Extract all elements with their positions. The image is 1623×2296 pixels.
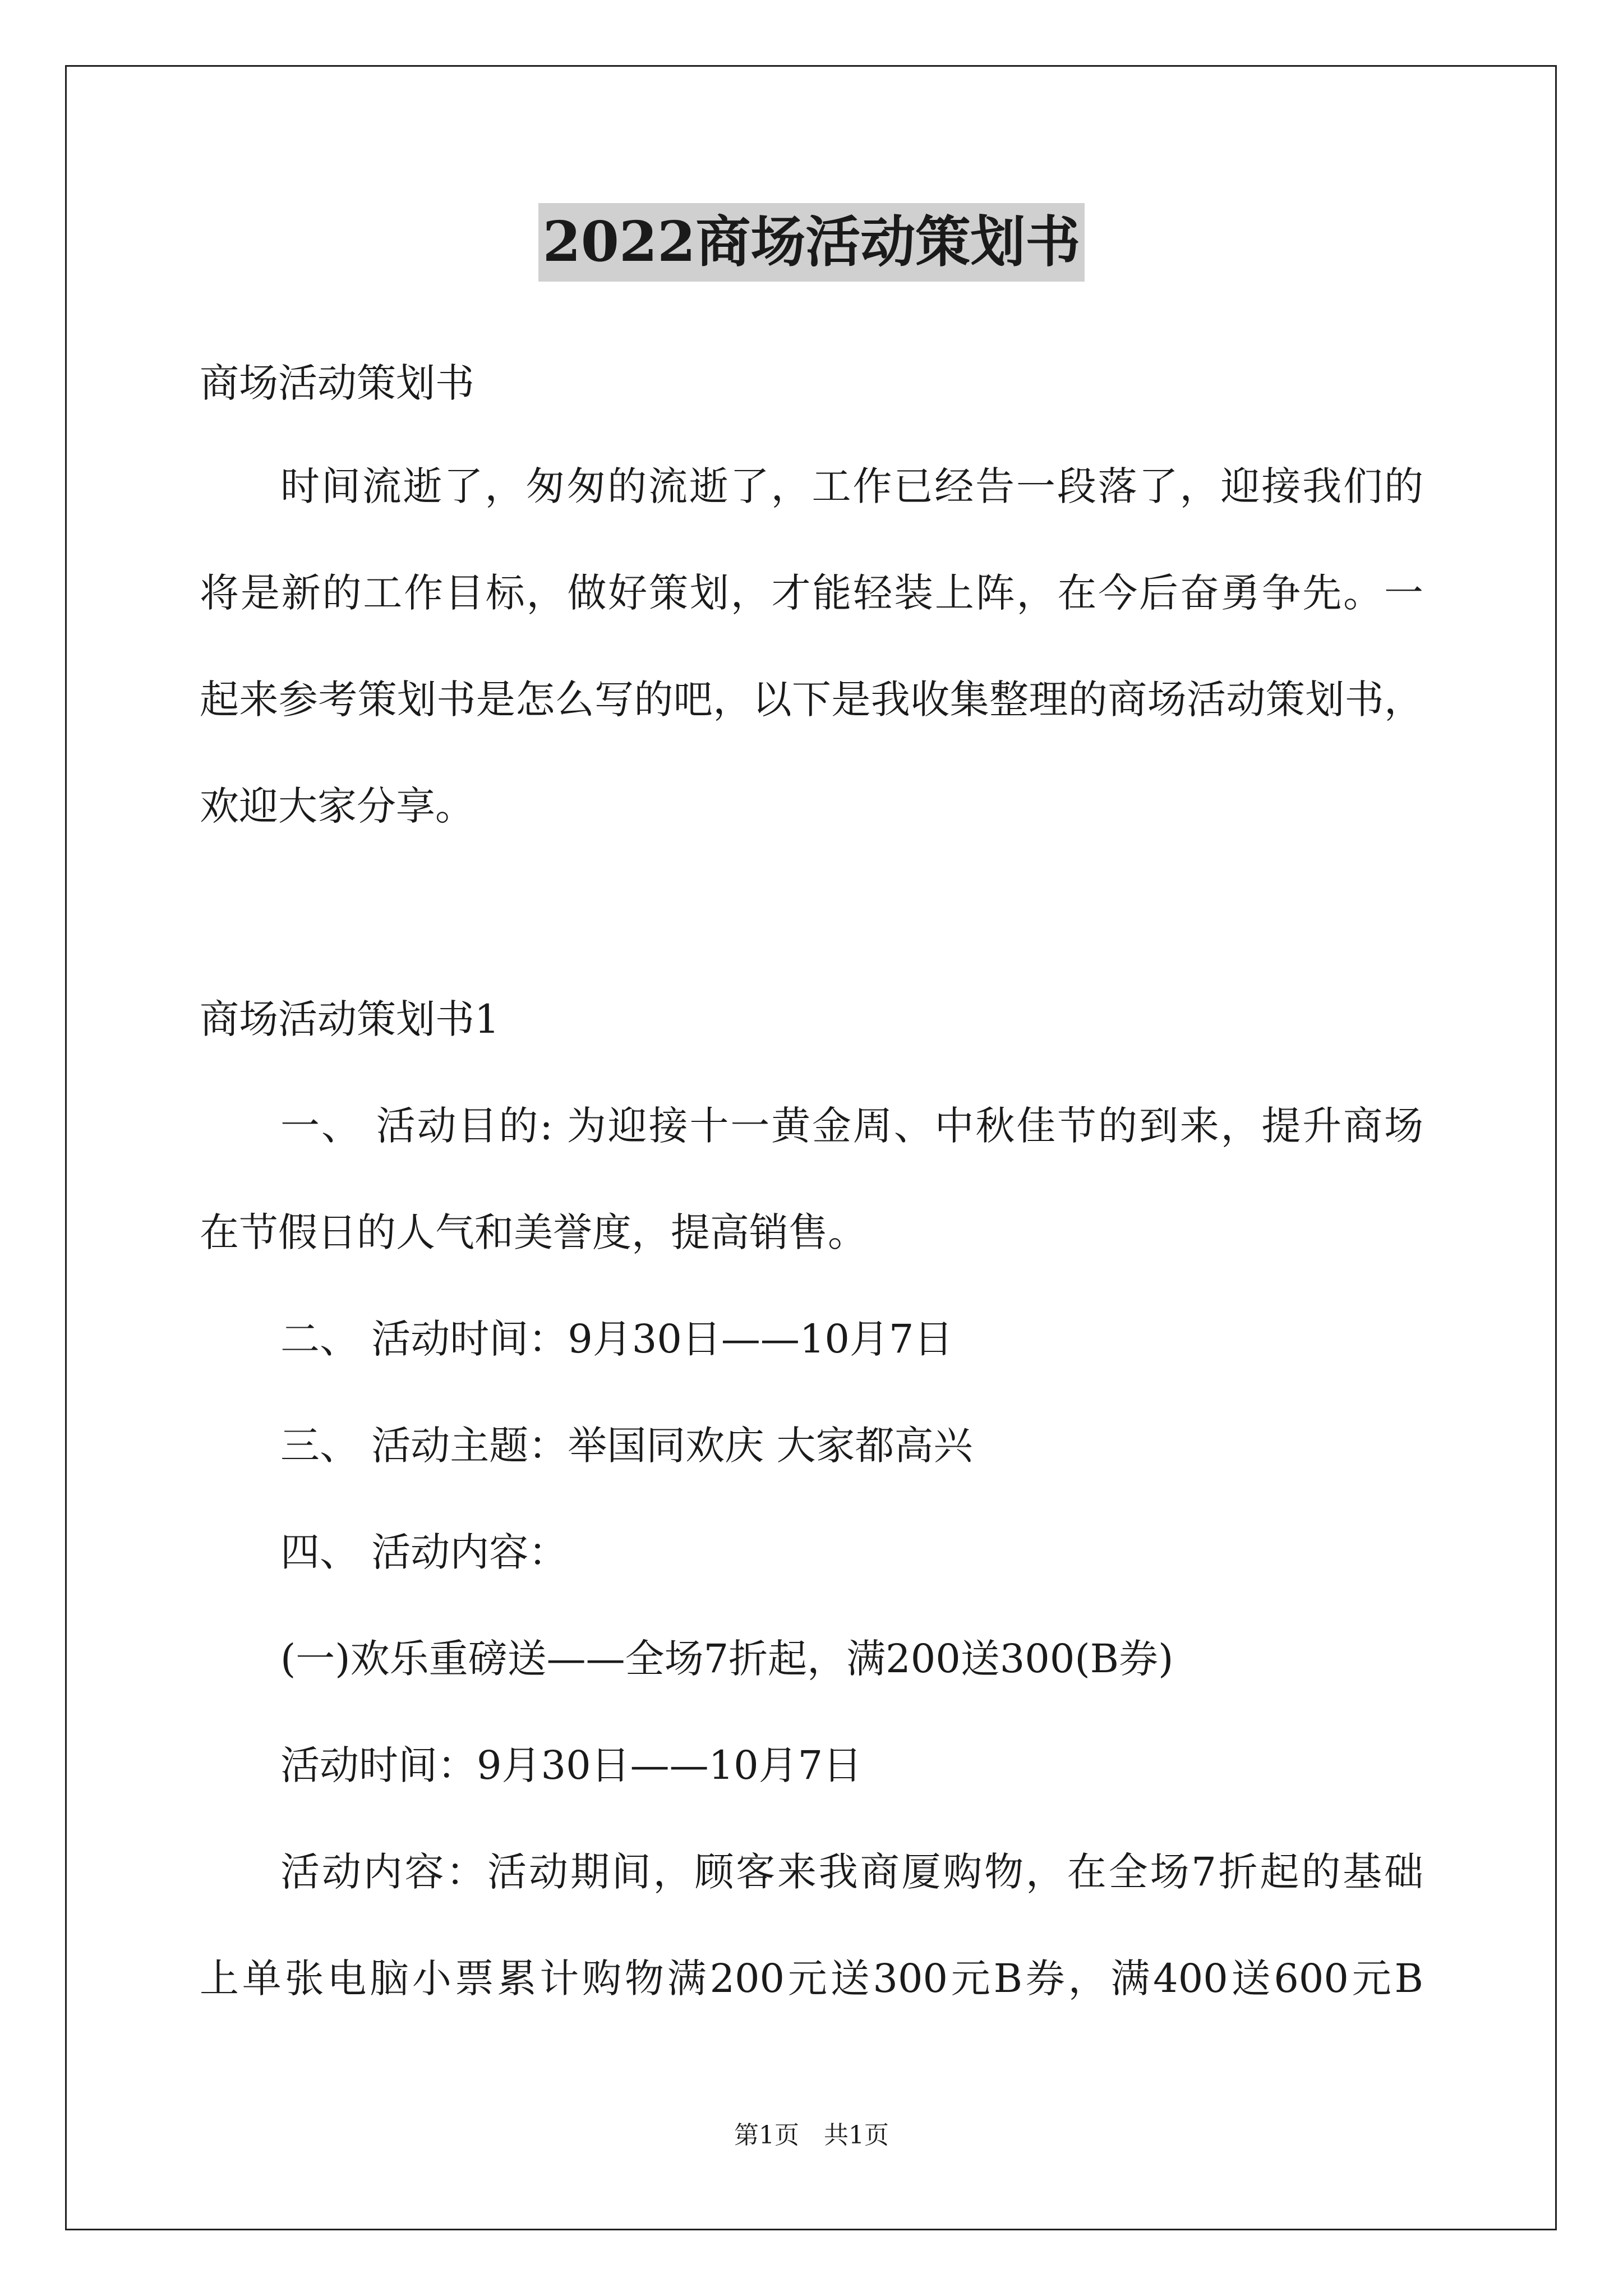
activity-content-heading: 四、 活动内容：: [280, 1529, 568, 1575]
purpose-line-2: 在节假日的人气和美誉度，提高销售。: [200, 1209, 867, 1255]
intro-line-3: 起来参考策划书是怎么写的吧，以下是我收集整理的商场活动策划书，: [200, 677, 1423, 723]
item1-time: 活动时间：9月30日——10月7日: [280, 1742, 863, 1788]
purpose-line-1: 一、 活动目的: 为迎接十一黄金周、中秋佳节的到来，提升商场: [280, 1103, 1423, 1149]
document-title: 2022商场活动策划书: [0, 203, 1623, 282]
document-subtitle: 商场活动策划书: [200, 360, 474, 406]
intro-line-4: 欢迎大家分享。: [200, 783, 474, 829]
item1-content-line-2: 上单张电脑小票累计购物满200元送300元B券，满400送600元B: [200, 1955, 1423, 2001]
page-number-footer: 第1页 共1页: [734, 2121, 889, 2150]
intro-line-2: 将是新的工作目标，做好策划，才能轻装上阵，在今后奋勇争先。一: [200, 570, 1423, 616]
section-heading: 商场活动策划书1: [200, 996, 500, 1042]
activity-time: 二、 活动时间：9月30日——10月7日: [280, 1316, 953, 1362]
item1-title: (一)欢乐重磅送——全场7折起，满200送300(B券): [280, 1636, 1174, 1682]
intro-line-1: 时间流逝了，匆匆的流逝了，工作已经告一段落了，迎接我们的: [280, 463, 1423, 509]
activity-theme: 三、 活动主题：举国同欢庆 大家都高兴: [280, 1423, 973, 1469]
item1-content-line-1: 活动内容：活动期间，顾客来我商厦购物，在全场7折起的基础: [280, 1849, 1423, 1895]
